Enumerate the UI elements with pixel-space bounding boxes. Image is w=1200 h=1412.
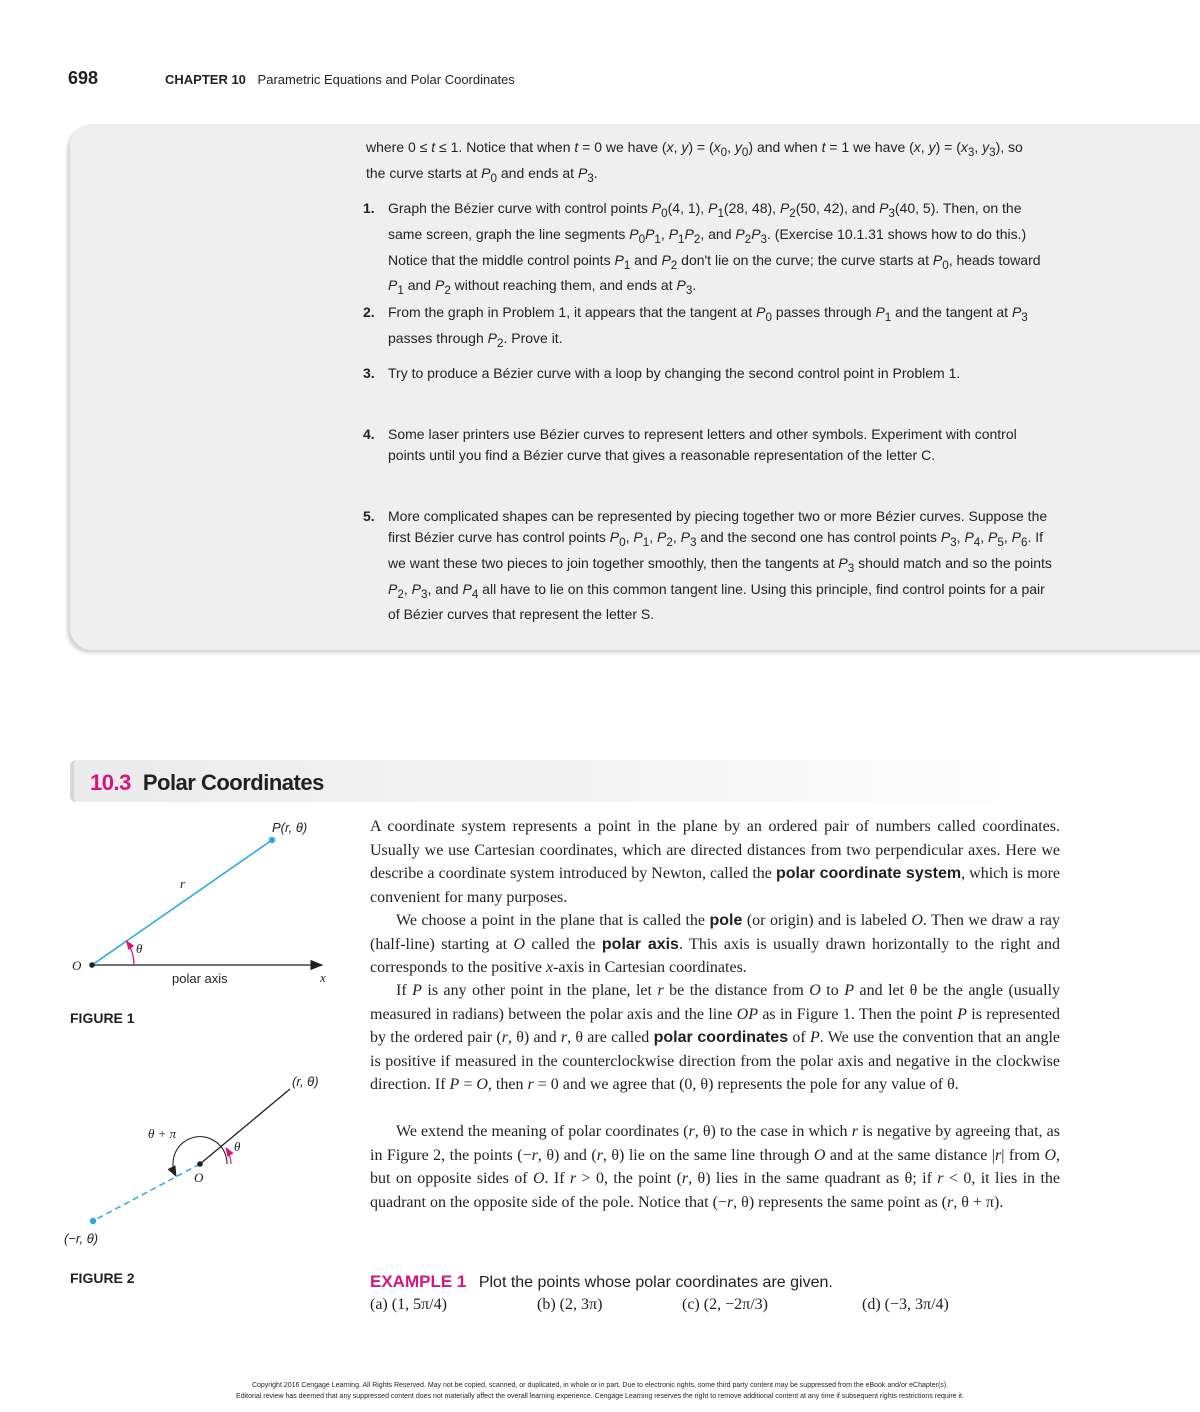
example-prompt: Plot the points whose polar coordinates are given. — [478, 1274, 833, 1291]
problem-number: 4. — [363, 426, 375, 442]
fig1-theta-label: θ — [136, 941, 143, 956]
fig2-theta-pi-label: θ + π — [148, 1126, 177, 1141]
problem-4-text: Some laser printers use Bézier curves to represent letters and other symbols. Experiment with control points until you find a Bézier curve that gives a reasonable representation of the letter C. — [388, 426, 1017, 463]
fig1-origin-label: O — [72, 958, 82, 973]
figure-2-caption: FIGURE 2 — [70, 1270, 135, 1286]
section-number: 10.3 — [90, 770, 131, 795]
problem-5: 5. More complicated shapes can be represented by piecing together two or more Bézier curves. Suppose the first Bézier curve has control points $P_0$, $P_1$, $P_2$, $P_3$ and the second one has control points $P_3$, $P_4$, $P_5$, $P_6$. If we want these two pieces to join together smoothly, then the tangents at $P_3$ should match and so the points $P_2$, $P_3$, and $P_4$ all have to lie on this common tangent line. Using this principle, find control points for a pair of Bézier curves that represent the letter S. — [363, 508, 1052, 623]
fig2-point-label: (r, θ) — [292, 1074, 319, 1089]
fig2-neg-point-label: (−r, θ) — [64, 1231, 99, 1246]
problem-number: 1. — [363, 200, 375, 216]
ray-op — [92, 840, 272, 965]
problem-number: 2. — [363, 304, 375, 320]
fig2-origin-label: O — [194, 1170, 204, 1185]
example-part-b: (b) (2, 3π) — [537, 1296, 603, 1313]
problem-3 — [363, 363, 1054, 384]
paragraph-1: A coordinate system represents a point in the plane by an ordered pair of numbers called coordinates. Usually we use Cartesian coordinates, which are directed distances from two perpendicular axes. Here we describe a coordinate system introduced by Newton, called the polar coordinate system, which is more convenient for many purposes. — [370, 818, 1060, 906]
ray-to-point — [200, 1089, 290, 1164]
problems-intro: where 0 ≤ t ≤ 1. Notice that when t = 0 we have (x, $y) = (x_0$, $y_0$) and when t = 1 we have (x, $y) = (x_3$, $y_3$), so the curve starts at $P_0$ and ends at $P_3$. — [366, 139, 1023, 185]
running-head — [165, 72, 515, 87]
problem-1: 1. Graph the Bézier curve with control points $P_0(4$, 1), $P_1(28$, 48), $P_2(50$, 42), and $P_3(40$, 5). Then, on the same screen, graph the line segments $P_0P_1$, $P_1P_2$, and $P_2P_3$. (Exercise 10.1.31 shows how to do this.) Notice that the middle control points $P_1$ and $P_2$ don't lie on the curve; the curve starts at $P_0$, heads toward $P_1$ and $P_2$ without reaching them, and ends at $P_3$. — [363, 200, 1041, 298]
figure-2-diagram — [60, 1065, 350, 1255]
fig2-theta-label: θ — [234, 1139, 241, 1154]
problem-4 — [363, 424, 1054, 466]
problem-number: 5. — [363, 508, 375, 524]
copyright-line-1: Copyright 2016 Cengage Learning. All Rights Reserved. May not be copied, scanned, or duplicated, in whole or in part. Due to electronic rights, some third party content may be suppressed from the eBook and/or eChapter(s). — [251, 1382, 949, 1389]
problem-number: 3. — [363, 365, 375, 381]
section-heading — [90, 770, 324, 796]
problem-3-text: Try to produce a Bézier curve with a loop by changing the second control point in Problem 1. — [388, 365, 961, 381]
angle-arc — [127, 941, 135, 965]
chapter-title: Parametric Equations and Polar Coordinates — [257, 72, 515, 87]
example-label: EXAMPLE 1 — [370, 1272, 467, 1291]
section-title: Polar Coordinates — [142, 770, 324, 795]
figure-1-diagram — [60, 810, 350, 995]
problem-2: 2. From the graph in Problem 1, it appears that the tangent at $P_0$ passes through $P_1$ and the tangent at $P_3$ passes through $P_2$. Prove it. — [363, 304, 1028, 350]
pole-dot — [89, 962, 95, 968]
page-number: 698 — [68, 68, 99, 88]
paragraph-3: If P is any other point in the plane, let r be the distance from O to P and let θ be the angle (usually measured in radians) between the polar axis and the line OP as in Figure 1. Then the point P is represented by the ordered pair (r, θ) and r, θ are called polar coordinates of P. We use the convention that an angle is positive if measured in the counterclockwise direction from the polar axis and negative in the clockwise direction. If P = O, then r = 0 and we agree that (0, θ) represents the pole for any value of θ. — [370, 982, 1061, 1093]
chapter-label: CHAPTER 10 — [165, 72, 246, 87]
example-part-d: (d) (−3, 3π/4) — [862, 1296, 949, 1313]
paragraph-2: We choose a point in the plane that is called the pole (or origin) and is labeled O. Then we draw a ray (half-line) starting at O called the polar axis. This axis is usually drawn horizontally to the right and corresponds to the positive x-axis in Cartesian coordinates. — [370, 912, 1061, 976]
example-part-a: (a) (1, 5π/4) — [370, 1296, 447, 1313]
paragraph-4: We extend the meaning of polar coordinates (r, θ) to the case in which r is negative by agreeing that, as in Figure 2, the points (−r, θ) and (r, θ) lie on the same line through O and at the same distance |r| from O, but on opposite sides of O. If r > 0, the point (r, θ) lies in the same quadrant as θ; if r < 0, it lies in the quadrant on the opposite side of the pole. Notice that (−r, θ) represents the same point as (r, θ + π). — [370, 1123, 1061, 1211]
fig1-r-label: r — [180, 876, 186, 891]
ray-opposite-dashed — [93, 1164, 200, 1221]
example-1 — [370, 1272, 833, 1292]
neg-point-dot — [90, 1218, 96, 1224]
fig1-axis-label: polar axis — [172, 971, 228, 986]
point-p-dot — [269, 837, 275, 843]
pole-dot — [197, 1161, 203, 1167]
fig1-point-label: P(r, θ) — [272, 820, 308, 835]
example-part-c: (c) (2, −2π/3) — [682, 1296, 768, 1313]
figure-1-caption: FIGURE 1 — [70, 1010, 135, 1026]
copyright-line-2: Editorial review has deemed that any suppressed content does not materially affect the overall learning experience. Cengage Learning reserves the right to remove additional content at any time if subsequent rights restrictions require it. — [236, 1393, 964, 1400]
fig1-x-label: x — [320, 970, 326, 985]
